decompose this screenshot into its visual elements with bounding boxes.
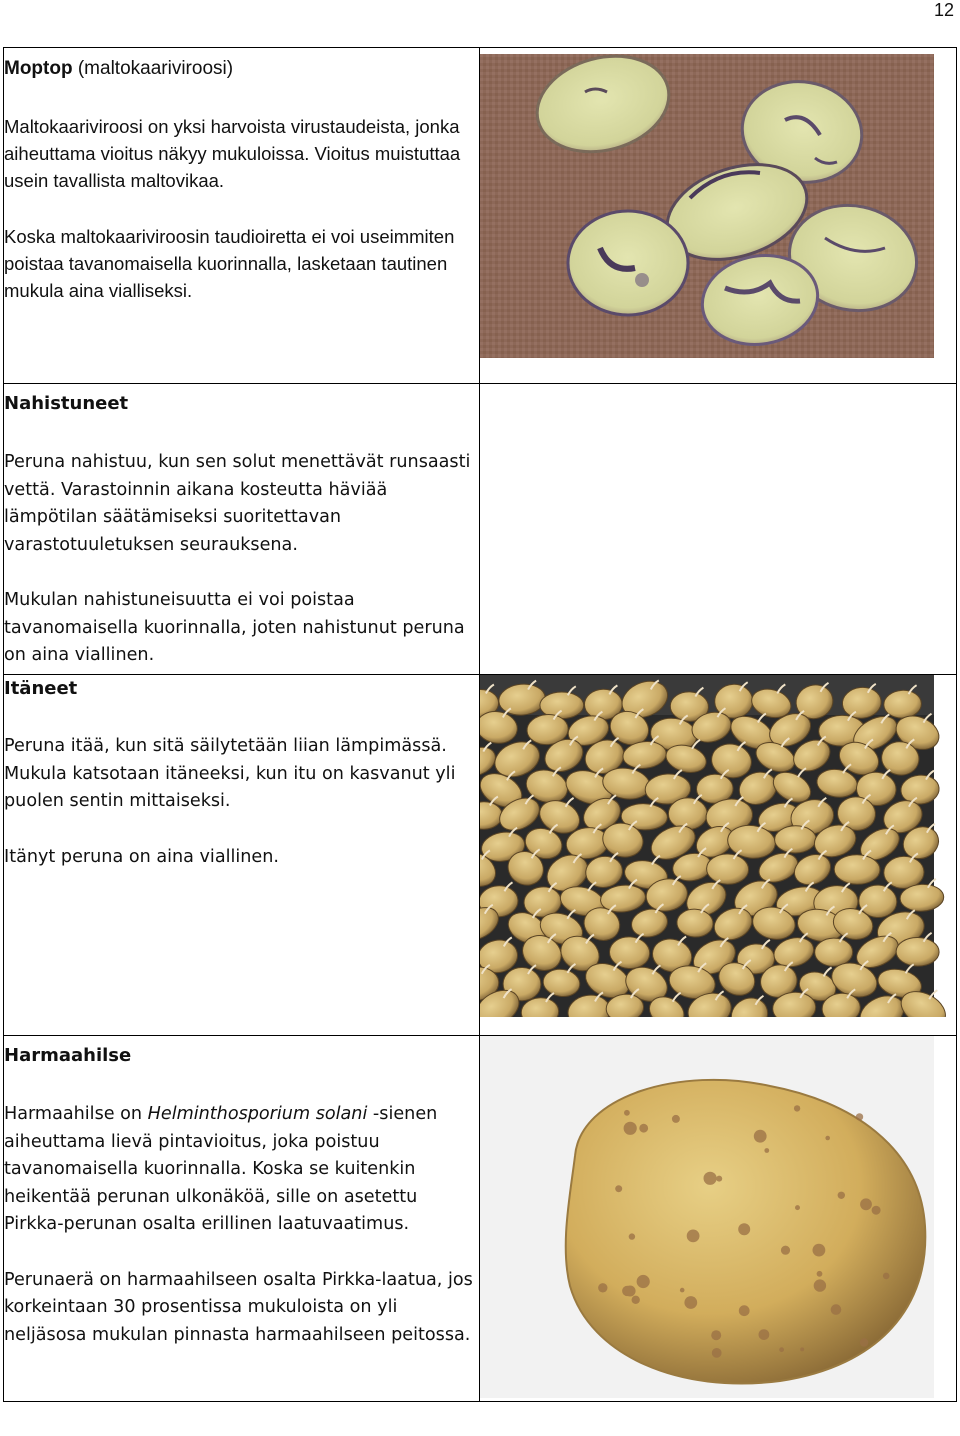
harmaahilse-text-cell — [4, 1036, 480, 1402]
scab-spot — [800, 1347, 804, 1351]
scab-spot — [639, 1124, 648, 1133]
moptop-heading — [4, 57, 479, 81]
scab-spot — [817, 1271, 823, 1277]
scab-spot — [794, 1105, 800, 1111]
scab-spot — [795, 1205, 800, 1210]
itaneet-sprouted-potatoes-image — [480, 675, 956, 1017]
harmaahilse-paragraph-1 — [4, 1101, 479, 1239]
harmaahilse-paragraph-2: Perunaerä on harmaahilseen osalta Pirkka-laatua, jos korkeintaan 30 prosentissa mukuloista on yli neljäsosa mukulan pinnasta harmaahilseen peitossa. — [4, 1269, 473, 1345]
scab-spot — [738, 1223, 750, 1235]
scab-spot — [684, 1296, 697, 1309]
scab-spot — [779, 1347, 784, 1352]
scab-spot — [825, 1136, 830, 1141]
scab-spot — [754, 1130, 767, 1143]
scab-spot — [632, 1296, 640, 1304]
moptop-title-bold: Moptop — [4, 58, 73, 79]
itaneet-paragraph-2: Itänyt peruna on aina viallinen. — [4, 846, 279, 867]
sprouted-potato — [834, 854, 880, 884]
nahistuneet-paragraph-2: Mukulan nahistuneisuutta ei voi poistaa tavanomaisella kuorinnalla, joten nahistunut peruna on aina viallinen. — [4, 590, 465, 665]
row-itaneet — [4, 675, 957, 1036]
scab-spot — [860, 1198, 872, 1210]
itaneet-paragraph-1: Peruna itää, kun sitä säilytetään liian lämpimässä. Mukula katsotaan itäneeksi, kun itu on kasvanut yli puolen sentin mittaiseksi. — [4, 736, 456, 811]
harmaahilse-image-cell — [480, 1036, 957, 1402]
scab-spot — [598, 1283, 607, 1292]
row-moptop — [4, 48, 957, 384]
scab-spot — [814, 1279, 826, 1291]
potato-slice — [568, 211, 688, 315]
scab-spot — [831, 1304, 842, 1315]
scab-spot — [860, 1338, 868, 1346]
scab-spot — [872, 1206, 881, 1215]
scab-spot — [838, 1192, 845, 1199]
scab-spot — [704, 1172, 717, 1185]
scab-spot — [712, 1348, 722, 1358]
scab-spot — [781, 1246, 790, 1255]
itaneet-text-cell — [4, 675, 480, 1036]
harmaahilse-p1-before: Harmaahilse on — [4, 1104, 148, 1124]
harmaahilse-p1-after: -sienen aiheuttama lievä pintavioitus, joka poistuu tavanomaisella kuorinnalla. Koska se kuitenkin heikentää perunan ulkonäköä, sille on asetettu Pirkka-perunan osalta erillinen laatuvaatimus. — [4, 1104, 438, 1234]
moptop-text-cell — [4, 48, 480, 384]
scab-spot — [624, 1122, 637, 1135]
moptop-image-cell — [480, 48, 957, 384]
scab-spot — [716, 1176, 722, 1182]
itaneet-heading: Itäneet — [4, 678, 78, 699]
scab-spot — [856, 1113, 863, 1120]
moptop-paragraph-2: Koska maltokaariviroosin taudioiretta ei voi useimmiten poistaa tavanomaisella kuorinnalla, lasketaan tautinen mukula aina vialliseksi. — [4, 226, 455, 301]
moptop-cut-potatoes-image — [480, 48, 956, 358]
sprouted-potato — [896, 937, 939, 966]
scab-spot — [640, 1283, 644, 1287]
harmaahilse-heading: Harmaahilse — [4, 1045, 132, 1066]
scab-spot — [759, 1329, 770, 1340]
harmaahilse-p1-species: Helminthosporium solani — [147, 1104, 368, 1124]
sprouted-potato — [814, 938, 852, 967]
scab-spot — [680, 1288, 685, 1293]
page-number: 12 — [933, 0, 954, 20]
scab-spot — [764, 1148, 769, 1153]
nahistuneet-text-cell — [4, 384, 480, 675]
scab-spot — [883, 1273, 890, 1280]
row-harmaahilse — [4, 1036, 957, 1402]
nahistuneet-paragraph-1: Peruna nahistuu, kun sen solut menettävät runsaasti vettä. Varastoinnin aikana kosteutta häviää lämpötilan säätämiseksi suoritettavan varastotuuletuksen seurauksena. — [4, 452, 471, 555]
harmaahilse-potato-image — [480, 1036, 956, 1398]
itaneet-image-cell — [480, 675, 957, 1036]
scab-spot — [637, 1275, 650, 1288]
scab-spot — [813, 1244, 826, 1257]
scab-spot — [711, 1330, 721, 1340]
scab-spot — [672, 1115, 680, 1123]
sprouted-potato — [774, 825, 816, 853]
sprouted-potato — [668, 798, 707, 830]
moptop-paragraph-1: Maltokaariviroosi on yksi harvoista virustaudeista, jonka aiheuttama vioitus näkyy mukuloissa. Vioitus muistuttaa usein tavallista maltovikaa. — [4, 116, 461, 191]
scab-spot — [739, 1305, 750, 1316]
nahistuneet-empty-cell — [480, 384, 957, 675]
scab-spot — [629, 1233, 635, 1239]
moptop-title-rest: (maltokaariviroosi) — [72, 58, 234, 79]
scab-spot — [622, 1286, 632, 1296]
document-table — [3, 47, 957, 1402]
row-nahistuneet — [4, 384, 957, 675]
scab-spot — [624, 1110, 630, 1116]
scab-spot — [615, 1185, 622, 1192]
scab-spot — [687, 1230, 700, 1243]
nahistuneet-heading: Nahistuneet — [4, 393, 129, 414]
